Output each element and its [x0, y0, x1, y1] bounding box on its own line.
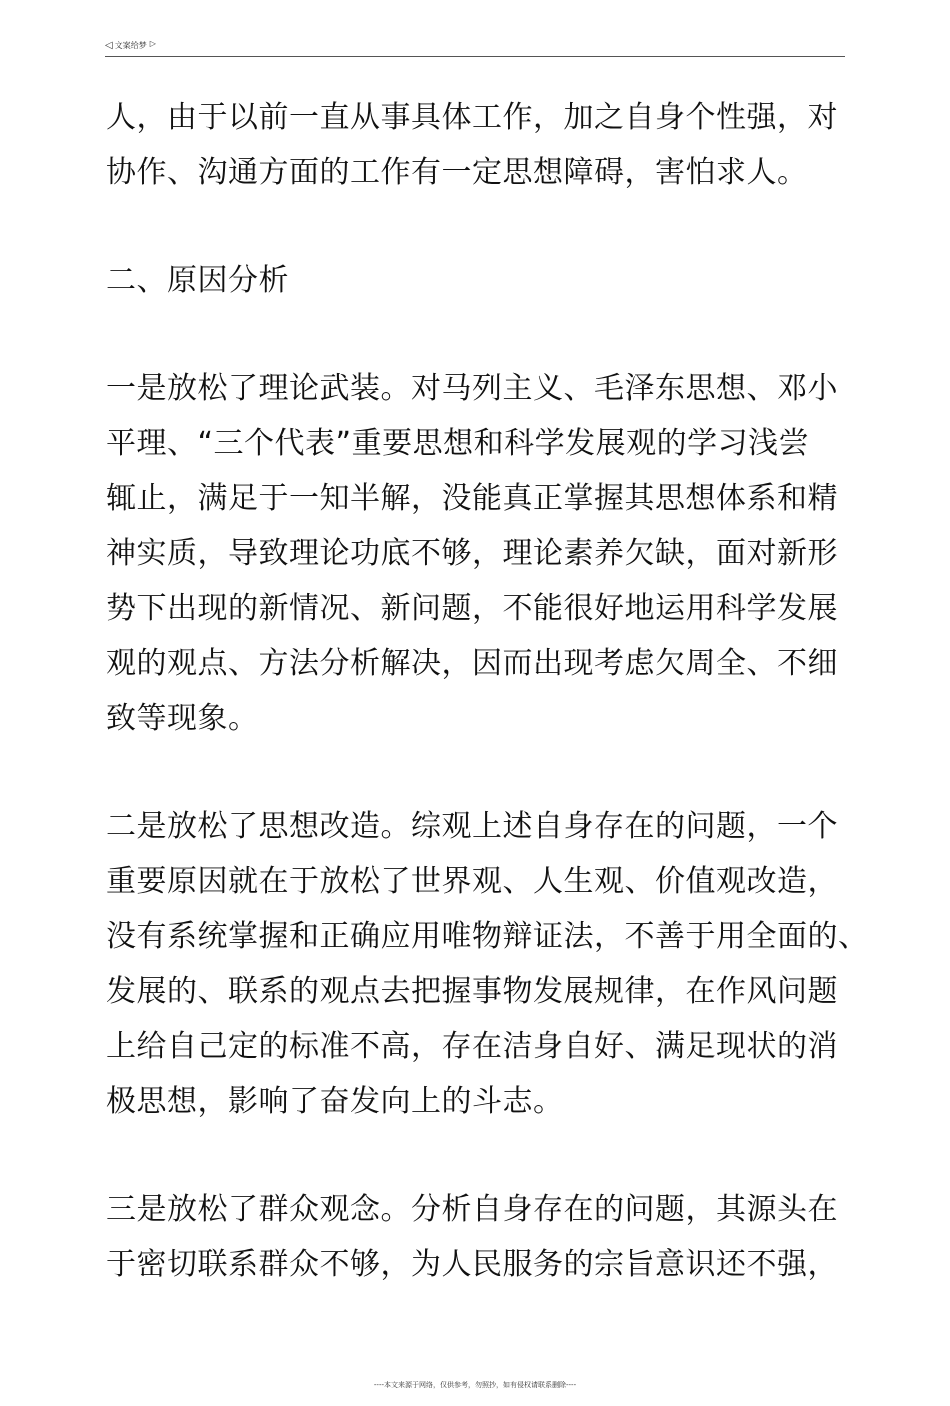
right-triangle-icon: ▷	[149, 39, 156, 48]
text-line: 协作、沟通方面的工作有一定思想障碍，害怕求人。	[106, 155, 808, 190]
text-line: 观的观点、方法分析解决，因而出现考虑欠周全、不细	[106, 646, 838, 681]
text-line: 辄止，满足于一知半解，没能真正掌握其思想体系和精	[106, 481, 838, 516]
text-line: 二是放松了思想改造。综观上述自身存在的问题，一个	[106, 809, 838, 844]
text-line: 人，由于以前一直从事具体工作，加之自身个性强，对	[106, 100, 838, 135]
text-line: 一是放松了理论武装。对马列主义、毛泽东思想、邓小	[106, 371, 838, 406]
text-line: 没有系统掌握和正确应用唯物辩证法，不善于用全面的、	[106, 919, 869, 954]
paragraph-theory	[106, 361, 848, 746]
page-footer: ----本文来源于网络，仅供参考，勿照抄，如有侵权请联系删除----	[373, 1381, 577, 1389]
text-line: 致等现象。	[106, 701, 259, 736]
text-line: 上给自己定的标准不高，存在洁身自好、满足现状的消	[106, 1029, 838, 1064]
heading-text: 二、原因分析	[106, 263, 289, 298]
page-header	[105, 38, 845, 57]
paragraph-ideology	[106, 799, 869, 1129]
text-line: 重要原因就在于放松了世界观、人生观、价值观改造，	[106, 864, 838, 899]
section-heading	[106, 253, 848, 308]
text-line: 发展的、联系的观点去把握事物发展规律，在作风问题	[106, 974, 838, 1009]
left-triangle-icon: ◁	[105, 40, 113, 51]
text-line: 势下出现的新情况、新问题，不能很好地运用科学发展	[106, 591, 838, 626]
paragraph-masses	[106, 1182, 848, 1292]
document-body	[106, 90, 869, 1345]
text-line: 平理、“三个代表”重要思想和科学发展观的学习浅尝	[106, 426, 810, 461]
text-line: 神实质，导致理论功底不够，理论素养欠缺，面对新形	[106, 536, 838, 571]
paragraph-intro-continuation	[106, 90, 848, 200]
text-line: 三是放松了群众观念。分析自身存在的问题，其源头在	[106, 1192, 838, 1227]
text-line: 于密切联系群众不够，为人民服务的宗旨意识还不强，	[106, 1247, 838, 1282]
text-line: 极思想，影响了奋发向上的斗志。	[106, 1084, 564, 1119]
header-text: 文案给梦	[114, 41, 147, 50]
